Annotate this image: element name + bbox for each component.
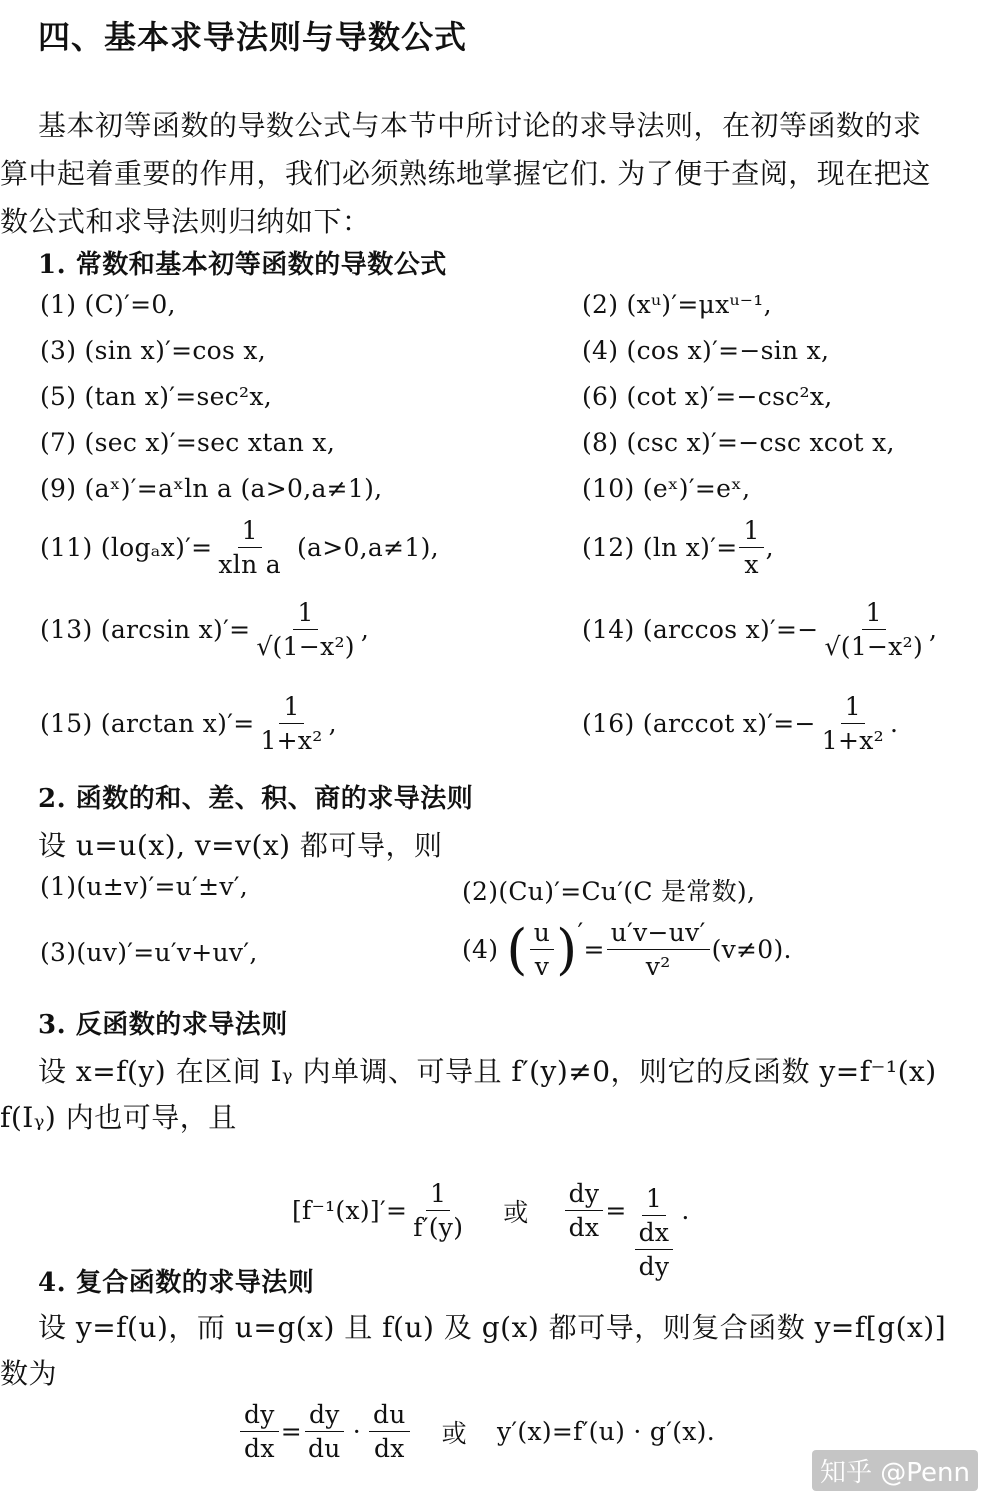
intro-line-3: 数公式和求导法则归纳如下： (0, 205, 371, 238)
formula-15-numerator: 1 (279, 692, 303, 724)
chain-or: 或 (441, 1418, 467, 1448)
formula-6: (6) (cot x)′=−csc²x, (582, 382, 833, 411)
formula-13-numerator: 1 (293, 598, 317, 630)
formula-11-suffix: (a>0,a≠1), (296, 533, 439, 562)
inverse-or: 或 (503, 1197, 529, 1227)
inverse-equals: = (605, 1196, 627, 1225)
inverse-denominator: f′(y) (413, 1213, 464, 1242)
section-1-heading: 1. 常数和基本初等函数的导数公式 (38, 250, 447, 280)
formula-12-suffix: , (765, 533, 774, 562)
formula-3: (3) (sin x)′=cos x, (40, 336, 267, 365)
formula-11 (40, 516, 439, 579)
chain-rhs: y′(x)=f′(u) · g′(x). (496, 1417, 715, 1446)
intro-line-2: 算中起着重要的作用，我们必须熟练地掌握它们. 为了便于查阅，现在把这 (0, 157, 931, 190)
rule-3: (3)(uv)′=u′v+uv′, (40, 938, 258, 967)
chain-equals: = (280, 1417, 302, 1446)
formula-13-denominator: √(1−x²) (256, 632, 355, 661)
rule-2: (2)(Cu)′=Cu′(C 是常数), (462, 877, 756, 906)
formula-15-prefix: (15) (arctan x)′= (40, 709, 255, 738)
inverse-rhs-dy: dy (638, 1252, 670, 1281)
formula-14 (582, 598, 937, 661)
chain-dudx-num: du (369, 1400, 410, 1432)
inverse-suffix: . (681, 1196, 690, 1225)
rule-4-prime: ′ (577, 918, 584, 947)
formula-14-denominator: √(1−x²) (824, 632, 924, 661)
formula-12-fraction (739, 516, 763, 579)
formula-15-denominator: 1+x² (260, 726, 323, 755)
section-4-text-1: 设 y=f(u)，而 u=g(x) 且 f(u) 及 g(x) 都可导，则复合函数 y=f[g(x)] (38, 1311, 947, 1344)
rule-4-right-paren: ) (556, 917, 578, 981)
page-title: 四、基本求导法则与导数公式 (38, 18, 468, 56)
section-4-text-2: 数为 (0, 1357, 58, 1390)
formula-2: (2) (xᵘ)′=μxᵘ⁻¹, (582, 290, 772, 319)
formula-4: (4) (cos x)′=−sin x, (582, 336, 830, 365)
chain-dudx (369, 1400, 410, 1463)
formula-15-fraction (256, 692, 326, 755)
rule-4-equals: = (583, 935, 605, 964)
section-2-text: 设 u=u(x), v=v(x) 都可导，则 (38, 829, 443, 862)
inverse-dx: dx (568, 1213, 600, 1242)
formula-1: (1) (C)′=0, (40, 290, 176, 319)
formula-13-fraction (252, 598, 359, 661)
formula-5: (5) (tan x)′=sec²x, (40, 382, 272, 411)
formula-10: (10) (eˣ)′=eˣ, (582, 474, 751, 503)
section-3-heading: 3. 反函数的求导法则 (38, 1010, 288, 1040)
watermark: 知乎 @Penn (812, 1450, 978, 1491)
rule-4-fraction (607, 918, 710, 981)
formula-14-suffix: , (929, 615, 938, 644)
formula-14-numerator: 1 (862, 598, 886, 630)
chain-dydx-den: dx (244, 1434, 275, 1463)
inverse-lhs: [f⁻¹(x)]′= (292, 1196, 408, 1225)
formula-11-denominator: xln a (218, 550, 281, 579)
formula-9: (9) (aˣ)′=aˣln a (a>0,a≠1), (40, 474, 383, 503)
rule-4-numerator: u′v−uv′ (607, 918, 710, 950)
intro-line-1: 基本初等函数的导数公式与本节中所讨论的求导法则，在初等函数的求 (38, 109, 922, 142)
inverse-dydx (565, 1179, 604, 1242)
formula-13-suffix: , (360, 615, 370, 644)
formula-15-suffix: , (328, 709, 337, 738)
rule-4-prefix: (4) (462, 935, 499, 964)
rule-4-inner-fraction (530, 918, 554, 981)
formula-16-suffix: . (889, 709, 899, 738)
chain-dydx (240, 1400, 279, 1463)
rule-4-denominator: v² (645, 952, 671, 981)
formula-13 (40, 598, 369, 661)
formula-15 (40, 692, 337, 755)
formula-16-denominator: 1+x² (821, 726, 884, 755)
formula-12-numerator: 1 (739, 516, 763, 548)
chain-dydu-num: dy (305, 1400, 344, 1432)
formula-16-fraction (818, 692, 888, 755)
chain-dydu (304, 1400, 345, 1463)
rule-4-left-paren: ( (506, 917, 528, 981)
formula-14-prefix: (14) (arccos x)′=− (582, 615, 819, 644)
chain-dydu-den: du (307, 1434, 341, 1463)
inverse-rhs-numerator: 1 (642, 1184, 666, 1216)
rule-4-suffix: (v≠0). (711, 935, 792, 964)
inverse-rule-formula (292, 1140, 690, 1281)
chain-dydx-num: dy (240, 1400, 279, 1432)
inverse-numerator: 1 (426, 1179, 450, 1211)
inverse-rhs-denominator (629, 1216, 680, 1281)
inverse-rhs-fraction (629, 1184, 680, 1281)
formula-8: (8) (csc x)′=−csc xcot x, (582, 428, 895, 457)
inverse-rhs-dx: dx (635, 1218, 674, 1250)
inverse-dy: dy (565, 1179, 604, 1211)
formula-12-prefix: (12) (ln x)′= (582, 533, 738, 562)
section-3-text-2: f(Iᵧ) 内也可导，且 (0, 1101, 237, 1134)
formula-16 (582, 692, 898, 755)
rule-1: (1)(u±v)′=u′±v′, (40, 872, 248, 901)
inverse-rhs-inner-fraction (635, 1218, 674, 1281)
rule-4-inner-num: u (530, 918, 554, 950)
formula-16-prefix: (16) (arccot x)′=− (582, 709, 816, 738)
formula-11-fraction (214, 516, 285, 579)
rule-4 (462, 918, 792, 981)
formula-12-denominator: x (744, 550, 759, 579)
formula-7: (7) (sec x)′=sec xtan x, (40, 428, 336, 457)
formula-14-fraction (821, 598, 928, 661)
rule-4-inner-den: v (534, 952, 550, 981)
section-2-heading: 2. 函数的和、差、积、商的求导法则 (38, 784, 474, 814)
chain-dudx-den: dx (373, 1434, 405, 1463)
formula-11-numerator: 1 (238, 516, 262, 548)
section-4-heading: 4. 复合函数的求导法则 (38, 1268, 315, 1298)
formula-16-numerator: 1 (841, 692, 865, 724)
chain-rule-formula (238, 1400, 715, 1463)
section-3-text-1: 设 x=f(y) 在区间 Iᵧ 内单调、可导且 f′(y)≠0，则它的反函数 y=f⁻¹(x) (38, 1055, 937, 1088)
formula-12 (582, 516, 774, 579)
inverse-fraction (409, 1179, 467, 1242)
chain-dot: · (352, 1417, 361, 1446)
formula-11-prefix: (11) (logₐx)′= (40, 533, 213, 562)
formula-13-prefix: (13) (arcsin x)′= (40, 615, 251, 644)
